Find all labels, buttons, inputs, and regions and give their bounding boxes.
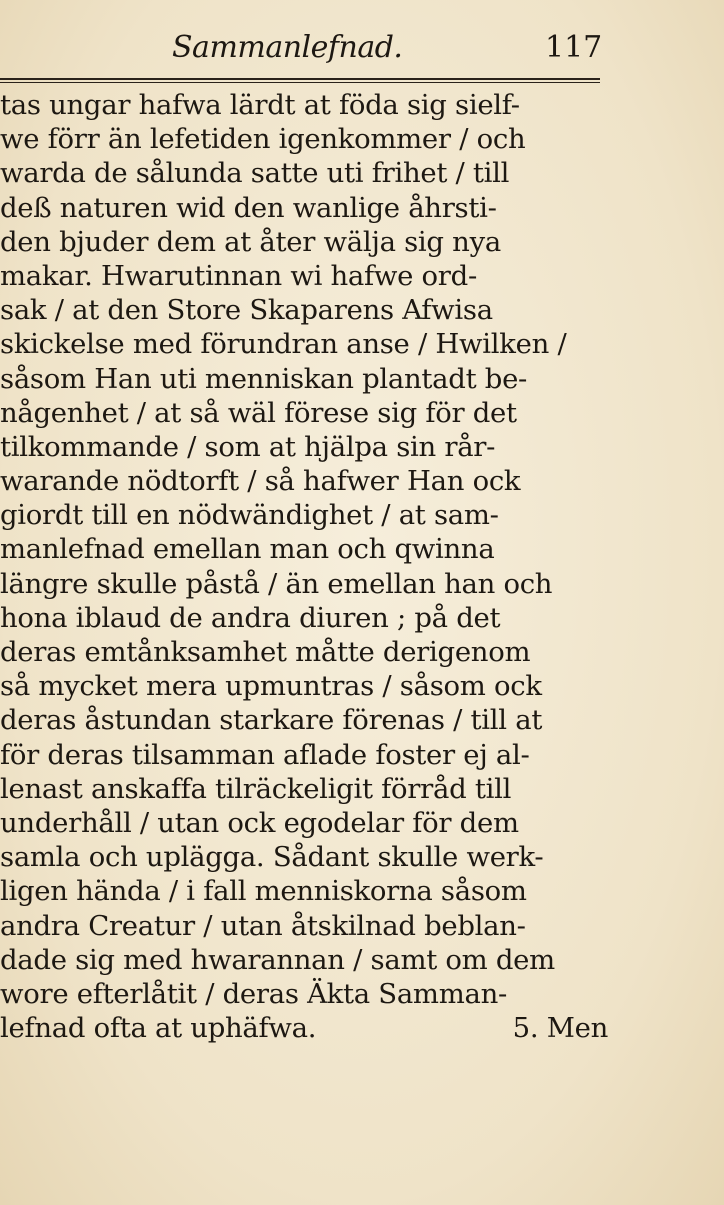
body-text — [0, 88, 608, 1045]
text-line: för deras tilsamman aflade foster ej al- — [0, 738, 530, 771]
text-line: ligen hända / i fall menniskorna såsom — [0, 875, 527, 908]
final-line — [0, 1011, 608, 1045]
text-line: deras emtånksamhet måtte derigenom — [0, 636, 531, 668]
text-line: andra Creatur / utan åtskilnad beblan- — [0, 909, 526, 942]
text-line: hona iblaud de andra diuren ; på det — [0, 601, 501, 634]
text-line: den bjuder dem at åter wälja sig nya — [0, 225, 501, 258]
text-line: tilkommande / som at hjälpa sin rår- — [0, 430, 496, 463]
text-line: deras åstundan starkare förenas / till at — [0, 704, 543, 737]
text-line: någenhet / at så wäl förese sig för det — [0, 396, 517, 429]
text-line: dade sig med hwarannan / samt om dem — [0, 943, 555, 976]
text-line: warande nödtorft / så hafwer Han ock — [0, 465, 521, 498]
text-line: samla och uplägga. Sådant skulle werk- — [0, 841, 544, 874]
text-line: giordt till en nödwändighet / at sam- — [0, 499, 499, 532]
text-line: längre skulle påstå / än emellan han och — [0, 567, 553, 600]
page-header — [0, 26, 724, 72]
text-line: manlefnad emellan man och qwinna — [0, 533, 495, 566]
text-line: tas ungar hafwa lärdt at föda sig sielf- — [0, 89, 520, 121]
text-line: we förr än lefetiden igenkommer / och — [0, 123, 526, 156]
text-line: skickelse med förundran anse / Hwilken / — [0, 328, 567, 361]
text-line: warda de sålunda satte uti frihet / till — [0, 157, 510, 190]
catchword: 5. Men — [512, 1012, 608, 1045]
text-line: makar. Hwarutinnan wi hafwe ord- — [0, 259, 477, 292]
final-line-text: lefnad ofta at uphäfwa. — [0, 1012, 317, 1045]
text-line: underhåll / utan ock egodelar för dem — [0, 806, 519, 839]
text-line: sak / at den Store Skaparens Afwisa — [0, 294, 493, 327]
text-line: deß naturen wid den wanlige åhrsti- — [0, 191, 497, 224]
text-line: wore efterlåtit / deras Äkta Samman- — [0, 977, 507, 1010]
running-head: Sammanlefnad. — [172, 30, 403, 65]
text-line: så mycket mera upmuntras / såsom ock — [0, 670, 542, 703]
text-line: såsom Han uti menniskan plantadt be- — [0, 362, 528, 395]
text-line: lenast anskaffa tilräckeligit förråd till — [0, 772, 512, 805]
header-rule — [0, 78, 600, 83]
page-number: 117 — [545, 30, 603, 65]
